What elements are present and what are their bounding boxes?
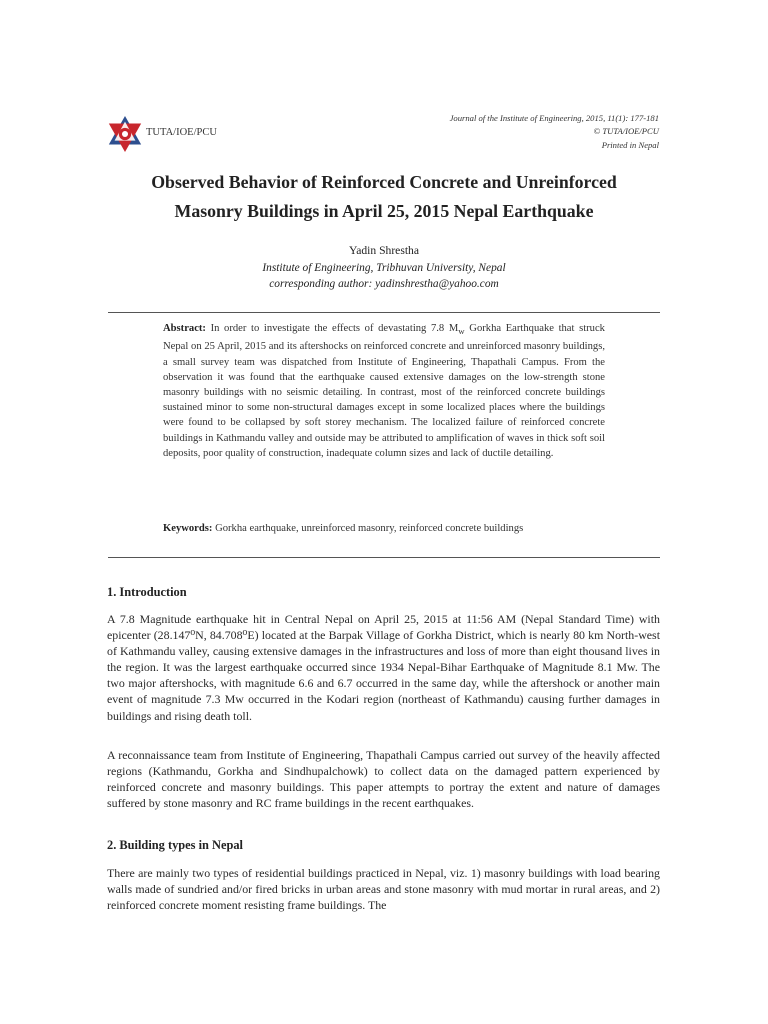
title-line-1: Observed Behavior of Reinforced Concrete and Unreinforced [151, 172, 617, 192]
paper-title [80, 168, 688, 226]
nepal-engineering-star-emblem-icon [106, 114, 144, 154]
affiliation: Institute of Engineering, Tribhuvan University, Nepal [262, 262, 506, 274]
abstract [163, 321, 605, 461]
journal-copyright: © TUTA/IOE/PCU [593, 126, 659, 137]
introduction-paragraph-2: A reconnaissance team from Institute of Engineering, Thapathali Campus carried out survey of the heavily affected regions (Kathmandu, Gorkha and Sindhupalchowk) to collect data on the damaged pattern experienced by reinforced concrete and masonry buildings. This paper attempts to portray the extent and nature of damages suffered by stone masonry and RC frame buildings in the recent earthquakes. [107, 748, 660, 811]
building-types-heading: 2. Building types in Nepal [107, 838, 243, 852]
title-line-2: Masonry Buildings in April 25, 2015 Nepal Earthquake [174, 201, 594, 221]
introduction-paragraph-1: A 7.8 Magnitude earthquake hit in Central Nepal on April 25, 2015 at 11:56 AM (Nepal Standard Time) with epicenter (28.147⁰N, 84.708⁰E) located at the Barpak Village of Gorkha District, which is nearly 80 km North-west of Kathmandu valley, causing extensive damages in the infrastructures and loss of more than eight thousand lives in the region. It was the largest earthquake occurred since 1934 Nepal-Bihar Earthquake of Magnitude 8.1 Mw. The two major aftershocks, with magnitude 6.6 and 6.7 occurred in the same day, while the aftershock or another main event of magnitude 7.3 Mw occurred in the Kodari region (northeast of Kathmandu) causing further damages in buildings and rising death toll. [107, 612, 660, 723]
abstract-text-part1: In order to investigate the effects of devastating 7.8 M [205, 323, 459, 334]
abstract-bottom-rule [108, 557, 660, 558]
author-affiliation-block [80, 260, 688, 292]
journal-printed: Printed in Nepal [601, 139, 659, 150]
keywords-label: Keywords: [163, 523, 213, 534]
introduction-heading: 1. Introduction [107, 585, 187, 599]
journal-citation: Journal of the Institute of Engineering, 2015, 11(1): 177-181 [449, 113, 659, 123]
author-name: Yadin Shrestha [349, 244, 419, 257]
building-types-paragraph: There are mainly two types of residential buildings practiced in Nepal, viz. 1) masonry buildings with load bearing walls made of sundried and/or fired bricks in urban areas and stone masonry with mud mortar in rural areas, and 2) reinforced concrete moment resisting frame buildings. The [107, 866, 660, 913]
corresponding-author: corresponding author: yadinshrestha@yahoo.com [269, 278, 499, 290]
journal-info [450, 112, 659, 152]
publisher-label: TUTA/IOE/PCU [146, 127, 217, 138]
magnitude-subscript: w [458, 326, 465, 337]
abstract-text-part2: Gorkha Earthquake that struck Nepal on 25 April, 2015 and its aftershocks on reinforced concrete and unreinforced masonry buildings, a small survey team was dispatched from Institute of Engineering, Thapathali Campus. From the observation it was found that the earthquake caused extensive damages on the low-strength stone masonry buildings with no seismic detailing. In contrast, most of the reinforced concrete buildings sustained minor to some non-structural damages except in some localized places where the buildings were found to be collapsed by soft storey mechanism. The localized failure of reinforced concrete buildings in Kathmandu valley and outside may be attributed to amplification of waves in thick soft soil deposits, poor quality of construction, inadequate column sizes and lack of ductile detailing. [163, 323, 605, 459]
keywords [163, 521, 605, 536]
keywords-text: Gorkha earthquake, unreinforced masonry, reinforced concrete buildings [212, 523, 524, 534]
abstract-top-rule [108, 312, 660, 313]
abstract-label: Abstract: [163, 323, 206, 334]
